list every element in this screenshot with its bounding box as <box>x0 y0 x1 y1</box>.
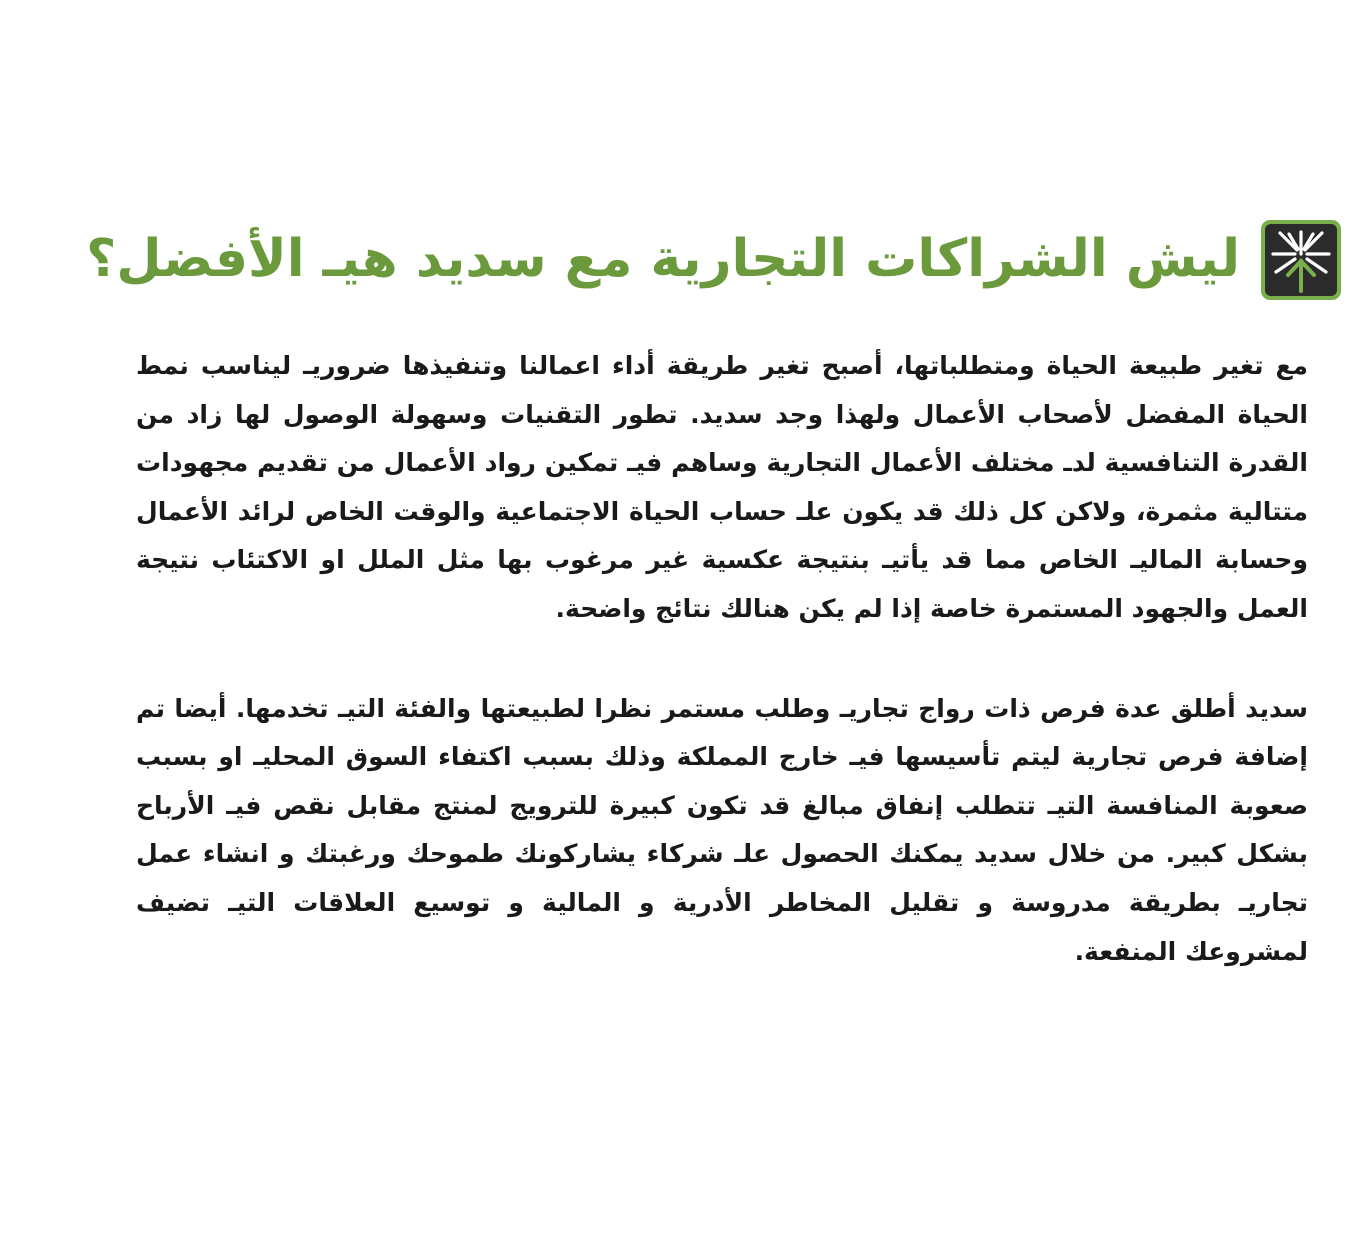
paragraph-opportunities: سديد أطلق عدة فرص ذات رواج تجاريـ وطلب مستمر نظرا لطبيعتها والفئة التيـ تخدمها. أيضا تم إضافة فرص تجارية ليتم تأسيسها فيـ خارج المملكة وذلك بسبب اكتفاء السوق المحليـ او بسبب صعوبة المنافسة التيـ تتطلب إنفاق مبالغ قد تكون كبيرة للترويج لمنتج مقابل نقص فيـ الأرباح بشكل كبير. من خلال سديد يمكنك الحصول علـ شركاء يشاركونك طموحك ورغبتك و انشاء عمل تجاريـ بطريقة مدروسة و تقليل المخاطر الأدرية و المالية و توسيع العلاقات التيـ تضيف لمشروعك المنفعة. <box>136 693 1308 966</box>
section-heading <box>86 214 1344 306</box>
body-text <box>136 342 1308 976</box>
page-title: ليش الشراكات التجارية مع سديد هيـ الأفضل؟ <box>86 229 1240 290</box>
sunburst-arrow-logo-icon <box>1258 217 1344 303</box>
paragraph-intro: مع تغير طبيعة الحياة ومتطلباتها، أصبح تغير طريقة أداء اعمالنا وتنفيذها ضروريـ ليناسب نمط الحياة المفضل لأصحاب الأعمال ولهذا وجد سديد. تطور التقنيات وسهولة الوصول لها زاد من القدرة التنافسية لدـ مختلف الأعمال التجارية وساهم فيـ تمكين رواد الأعمال من تقديم مجهودات متتالية مثمرة، ولاكن كل ذلك قد يكون علـ حساب الحياة الاجتماعية والوقت الخاص لرائد الأعمال وحسابة الماليـ الخاص مما قد يأتيـ بنتيجة عكسية غير مرغوب بها مثل الملل او الاكتئاب نتيجة العمل والجهود المستمرة خاصة إذا لم يكن هنالك نتائج واضحة. <box>136 351 1308 623</box>
